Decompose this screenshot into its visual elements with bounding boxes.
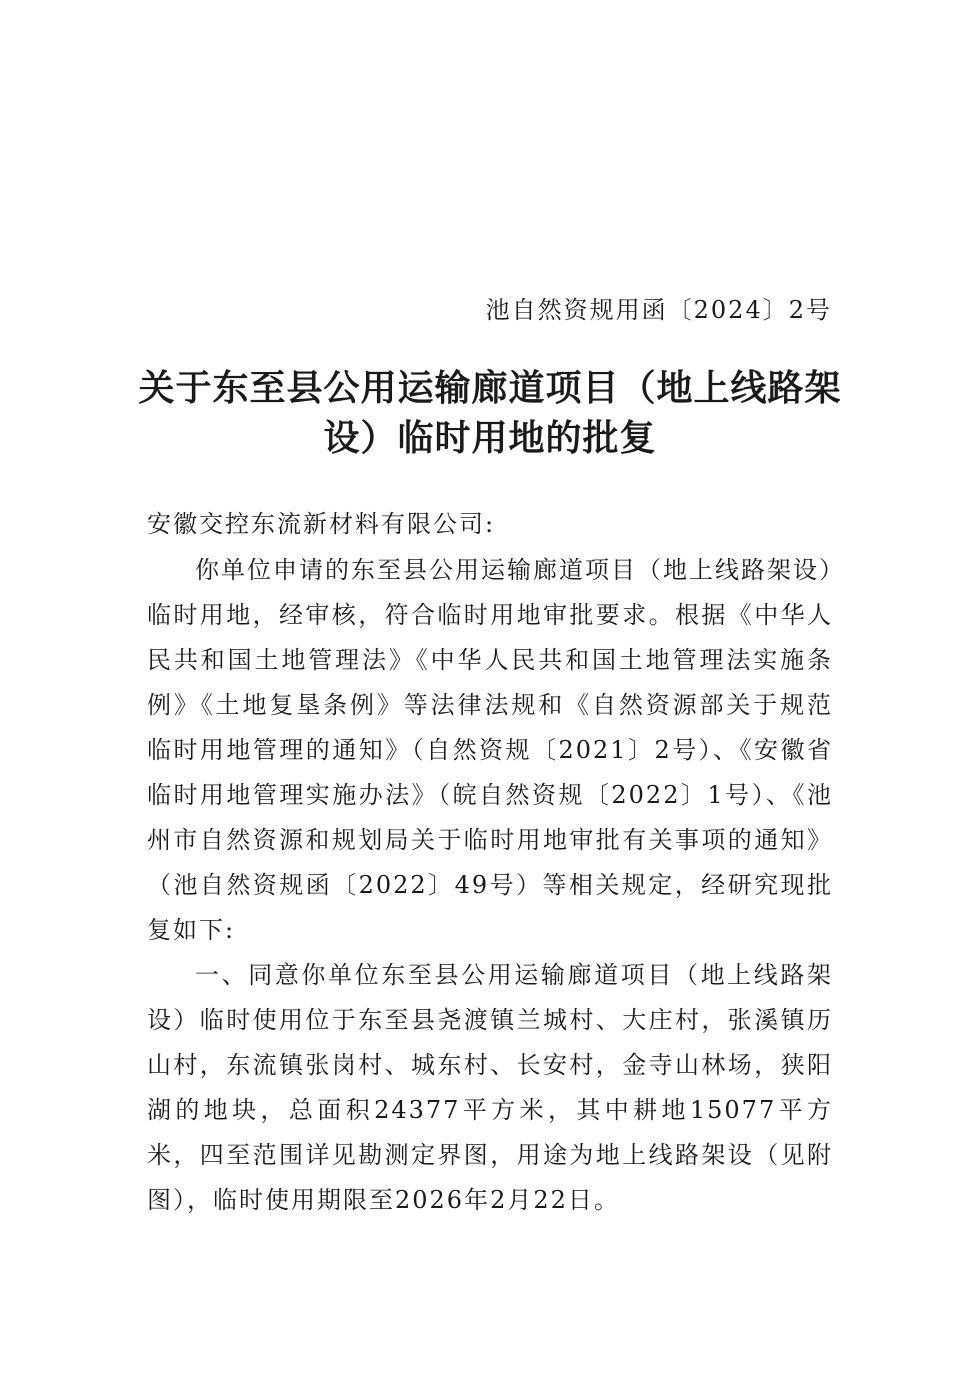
addressee: 安徽交控东流新材料有限公司: <box>147 510 496 538</box>
document-title-line-2: 设）临时用地的批复 <box>323 418 657 459</box>
document-title-line-1: 关于东至县公用运输廊道项目（地上线路架 <box>138 368 842 409</box>
document-body <box>147 548 833 1223</box>
body-paragraph-2: 一、同意你单位东至县公用运输廊道项目（地上线路架设）临时使用位于东至县尧渡镇兰城村、大庄村，张溪镇历山村，东流镇张岗村、城东村、长安村，金寺山林场，狭阳湖的地块，总面积24377平方米，其中耕地15077平方米，四至范围详见勘测定界图，用途为地上线路架设（见附图），临时使用期限至2026年2月22日。 <box>147 961 833 1214</box>
body-paragraph-1: 你单位申请的东至县公用运输廊道项目（地上线路架设）临时用地，经审核，符合临时用地审批要求。根据《中华人民共和国土地管理法》《中华人民共和国土地管理法实施条例》《土地复垦条例》等法律法规和《自然资源部关于规范临时用地管理的通知》（自然资规〔2021〕2号）、《安徽省临时用地管理实施办法》（皖自然资规〔2022〕1号）、《池州市自然资源和规划局关于临时用地审批有关事项的通知》（池自然资规函〔2022〕49号）等相关规定，经研究现批复如下: <box>147 556 833 944</box>
document-title <box>120 364 860 464</box>
document-number: 池自然资规用函〔2024〕2号 <box>485 296 832 324</box>
